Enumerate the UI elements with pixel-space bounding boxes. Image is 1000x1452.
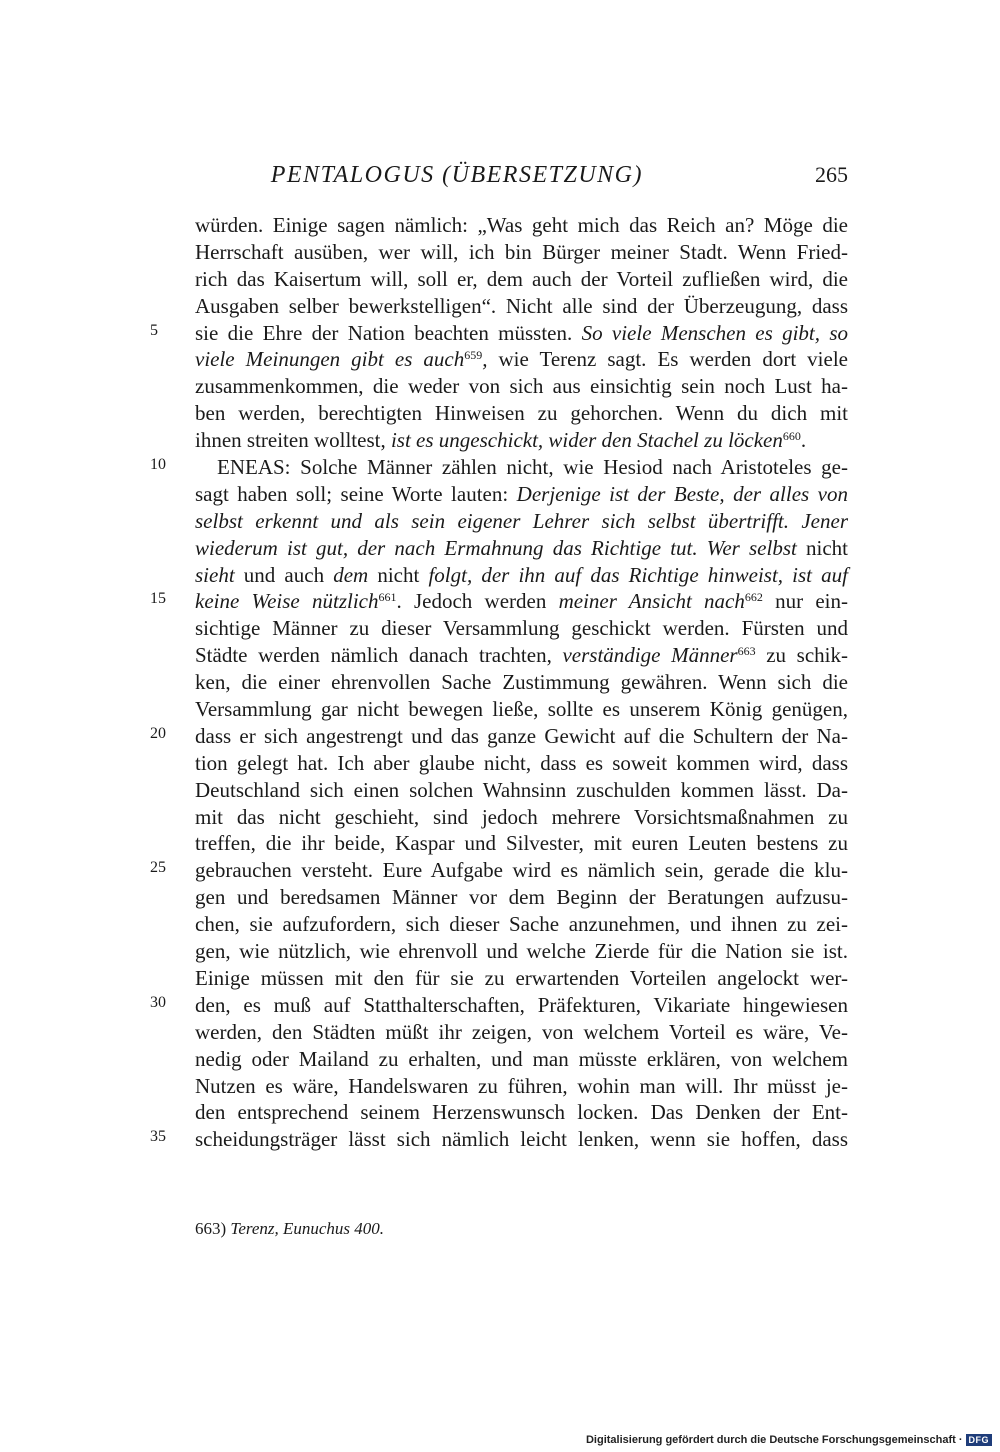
line-number: 35 <box>150 1128 166 1146</box>
text-line <box>0 373 1000 400</box>
text-line <box>0 1126 1000 1153</box>
text-segment: nedig oder Mailand zu erhalten, und man müsste erklären, von welchem <box>195 1046 848 1071</box>
line-text <box>195 400 848 427</box>
text-segment: Einige müssen mit den für sie zu erwartenden Vorteilen angelockt wer- <box>195 965 848 990</box>
text-segment: ihnen streiten wolltest, <box>195 428 391 453</box>
text-line <box>0 427 1000 454</box>
line-number: 10 <box>150 456 166 474</box>
line-text <box>195 1073 848 1100</box>
text-segment: tion gelegt hat. Ich aber glaube nicht, dass es soweit kommen wird, dass <box>195 750 848 775</box>
line-text <box>195 266 848 293</box>
text-line <box>0 669 1000 696</box>
text-line <box>0 320 1000 347</box>
line-number: 5 <box>150 321 158 339</box>
text-line <box>0 562 1000 589</box>
footnote-marker: 660 <box>782 429 801 444</box>
italic-text: meiner Ansicht nach <box>558 589 745 614</box>
line-text <box>195 508 848 535</box>
running-title: PENTALOGUS (ÜBERSETZUNG) <box>270 162 643 188</box>
text-line <box>0 911 1000 938</box>
line-text <box>195 965 848 992</box>
footnote-text: Terenz, Eunuchus 400. <box>230 1219 385 1238</box>
main-text <box>0 212 1000 1153</box>
footnote-marker: 662 <box>744 590 763 605</box>
text-line <box>0 535 1000 562</box>
line-text <box>195 857 848 884</box>
line-number: 15 <box>150 590 166 608</box>
footnote-marker: 661 <box>378 590 397 605</box>
page-number: 265 <box>815 162 848 187</box>
text-segment: gebrauchen versteht. Eure Aufgabe wird es nämlich sein, gerade die klu- <box>195 858 848 883</box>
text-line <box>0 723 1000 750</box>
italic-text: So viele Menschen es gibt, so <box>581 320 849 345</box>
text-segment: treffen, die ihr beide, Kaspar und Silvester, mit euren Leuten bestens zu <box>195 831 848 856</box>
text-segment: werden, den Städten müßt ihr zeigen, von welchem Vorteil es wäre, Ve- <box>195 1019 848 1044</box>
text-segment: ken, die einer ehrenvollen Sache Zustimmung gewähren. Wenn sich die <box>195 670 848 695</box>
text-line <box>0 588 1000 615</box>
footnote <box>195 1219 384 1239</box>
line-text <box>195 427 848 454</box>
italic-text: keine Weise nützlich <box>195 589 379 614</box>
text-line <box>0 400 1000 427</box>
text-segment: den entsprechend seinem Herzenswunsch locken. Das Denken der Ent- <box>195 1100 848 1125</box>
line-text <box>195 777 848 804</box>
text-line <box>0 750 1000 777</box>
text-segment: den, es muß auf Statthalterschaften, Präfekturen, Vikariate hingewiesen <box>195 992 848 1017</box>
credit-text: Digitalisierung gefördert durch die Deutsche Forschungsgemeinschaft · <box>585 1434 963 1446</box>
text-segment: sie die Ehre der Nation beachten müssten. <box>195 320 582 345</box>
text-segment: gen, wie nützlich, wie ehrenvoll und welche Zierde für die Nation sie ist. <box>195 939 848 964</box>
line-number: 30 <box>150 993 166 1011</box>
text-segment: wie Terenz sagt. Es werden dort viele <box>487 347 848 372</box>
line-text <box>195 320 848 347</box>
text-line <box>0 266 1000 293</box>
text-line <box>0 992 1000 1019</box>
line-text <box>195 588 848 615</box>
footnote-marker: 663 <box>737 644 756 659</box>
text-segment: chen, sie aufzufordern, sich dieser Sache anzunehmen, und ihnen zu zei- <box>195 912 848 937</box>
text-segment: sagt haben soll; seine Worte lauten: <box>195 481 517 506</box>
italic-text: dem <box>333 562 369 587</box>
line-text <box>195 669 848 696</box>
line-text <box>195 938 848 965</box>
line-text <box>195 454 848 481</box>
text-line <box>0 938 1000 965</box>
italic-text: viele Meinungen gibt es auch <box>195 347 465 372</box>
text-line <box>0 642 1000 669</box>
text-segment: und auch <box>234 562 334 587</box>
text-segment: mit das nicht geschieht, sind jedoch mehrere Vorsichtsmaßnahmen zu <box>195 804 848 829</box>
line-number: 25 <box>150 859 166 877</box>
line-text <box>195 723 848 750</box>
text-segment: Versammlung gar nicht bewegen ließe, sollte es unserem König genügen, <box>195 697 848 722</box>
text-segment: Ausgaben selber bewerkstelligen“. Nicht alle sind der Überzeugung, dass <box>195 293 848 318</box>
text-line <box>0 508 1000 535</box>
text-segment: dass er sich angestrengt und das ganze Gewicht auf die Schultern der Na- <box>195 723 848 748</box>
line-text <box>195 830 848 857</box>
text-line <box>0 696 1000 723</box>
text-segment: . Jedoch werden <box>396 589 559 614</box>
text-line <box>0 615 1000 642</box>
italic-text: verständige Männer <box>562 643 738 668</box>
text-segment: zu schik- <box>755 643 848 668</box>
text-segment: ben werden, berechtigten Hinweisen zu gehorchen. Wenn du dich mit <box>195 401 848 426</box>
line-number: 20 <box>150 724 166 742</box>
italic-text: , <box>482 347 488 372</box>
line-text <box>195 346 848 373</box>
text-segment: Städte werden nämlich danach trachten, <box>195 643 563 668</box>
text-line <box>0 830 1000 857</box>
line-text <box>195 642 848 669</box>
footnote-number: 663) <box>195 1219 231 1238</box>
line-text <box>195 992 848 1019</box>
digitization-credit <box>586 1434 992 1446</box>
text-segment: würden. Einige sagen nämlich: „Was geht mich das Reich an? Möge die <box>195 213 848 237</box>
text-segment: nicht <box>368 562 429 587</box>
line-text <box>195 212 848 239</box>
line-text <box>195 804 848 831</box>
text-line <box>0 1073 1000 1100</box>
text-line <box>0 1046 1000 1073</box>
line-text <box>195 911 848 938</box>
line-text <box>195 1019 848 1046</box>
text-line <box>0 1019 1000 1046</box>
line-text <box>195 1046 848 1073</box>
italic-text: wiederum ist gut, der nach Ermahnung das Richtige tut. Wer selbst <box>195 535 797 560</box>
text-segment: Deutschland sich einen solchen Wahnsinn zuschulden kommen lässt. Da- <box>195 777 848 802</box>
italic-text: ist es ungeschickt, wider den Stachel zu löcken <box>390 428 783 453</box>
line-text <box>195 481 848 508</box>
text-segment: rich das Kaisertum will, soll er, dem auch der Vorteil zufließen wird, die <box>195 266 848 291</box>
text-line <box>0 884 1000 911</box>
dfg-logo: DFG <box>966 1434 993 1446</box>
line-text <box>195 1099 848 1126</box>
line-text <box>195 696 848 723</box>
text-segment: Herrschaft ausüben, wer will, ich bin Bürger meiner Stadt. Wenn Fried- <box>195 239 848 264</box>
line-text <box>195 239 848 266</box>
text-segment: gen und beredsamen Männer vor dem Beginn der Beratungen aufzusu- <box>195 885 848 910</box>
text-segment: sichtige Männer zu dieser Versammlung geschickt werden. Fürsten und <box>195 616 848 641</box>
text-line <box>0 481 1000 508</box>
text-line <box>0 454 1000 481</box>
italic-text: selbst erkennt und als sein eigener Lehrer sich selbst übertrifft. Jener <box>195 508 848 533</box>
text-line <box>0 777 1000 804</box>
line-text <box>195 1126 848 1153</box>
text-line <box>0 293 1000 320</box>
text-line <box>0 239 1000 266</box>
text-segment: nur ein- <box>762 589 848 614</box>
italic-text: sieht <box>195 562 235 587</box>
running-header <box>195 162 848 194</box>
text-line <box>0 804 1000 831</box>
text-line <box>0 965 1000 992</box>
text-line <box>0 1099 1000 1126</box>
footnote-marker: 659 <box>464 348 483 363</box>
text-segment: scheidungsträger lässt sich nämlich leicht lenken, wenn sie hoffen, dass <box>195 1127 848 1152</box>
line-text <box>195 884 848 911</box>
text-segment: ENEAS: Solche Männer zählen nicht, wie Hesiod nach Aristoteles ge- <box>217 455 848 480</box>
text-segment: zusammenkommen, die weder von sich aus einsichtig sein noch Lust ha- <box>195 374 848 399</box>
text-line <box>0 857 1000 884</box>
line-text <box>195 562 848 589</box>
line-text <box>195 535 848 562</box>
line-text <box>195 615 848 642</box>
italic-text: folgt, der ihn auf das Richtige hinweist, ist auf <box>428 562 848 587</box>
text-segment: nicht <box>796 535 848 560</box>
text-segment: Nutzen es wäre, Handelswaren zu führen, wohin man will. Ihr müsst je- <box>195 1073 848 1098</box>
line-text <box>195 750 848 777</box>
italic-text: Derjenige ist der Beste, der alles von <box>516 481 848 506</box>
text-line <box>0 346 1000 373</box>
line-text <box>195 373 848 400</box>
text-line <box>0 212 1000 239</box>
text-segment: . <box>800 428 807 453</box>
line-text <box>195 293 848 320</box>
